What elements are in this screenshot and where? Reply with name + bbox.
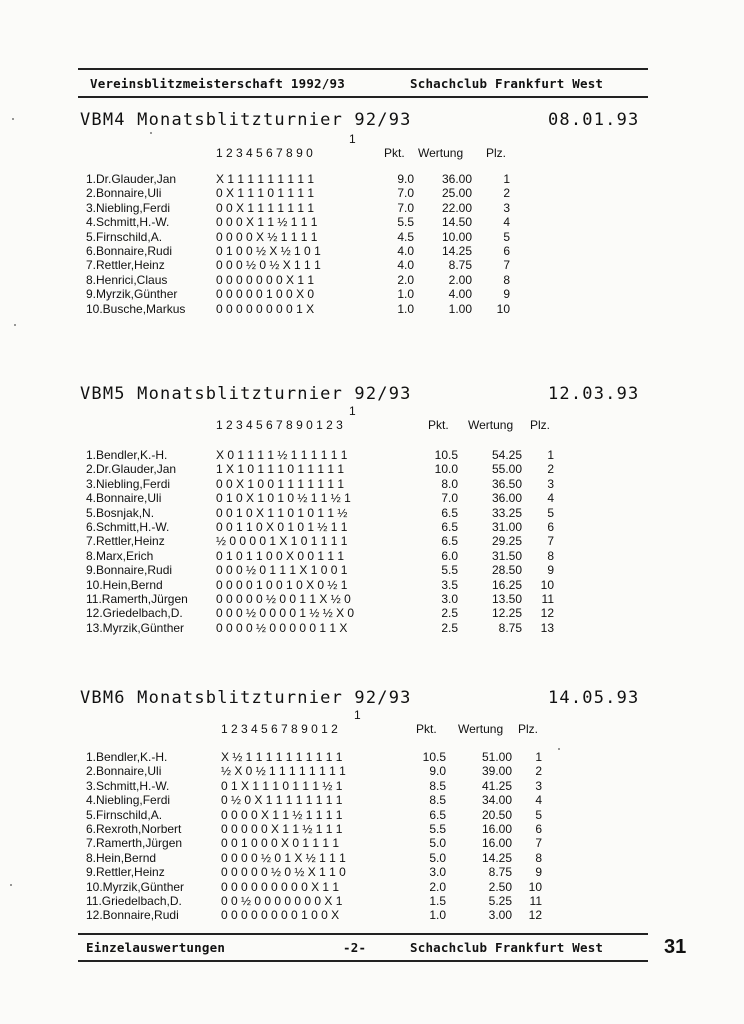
header-pkt: Pkt. [384, 146, 405, 160]
result-cells: 0 1 0 1 1 0 0 X 0 0 1 1 1 [216, 548, 345, 563]
result-cells: 0 1 0 X 1 0 1 0 ½ 1 1 ½ 1 [216, 491, 351, 506]
player-name: 5.Bosnjak,N. [86, 505, 155, 520]
points-value: 3.0 [441, 592, 458, 606]
header-plz: Plz. [518, 722, 539, 736]
wertung-value: 14.25 [441, 244, 472, 258]
placement-value: 4 [547, 491, 554, 506]
points-value: 5.0 [429, 836, 446, 851]
placement-value: 11 [541, 592, 554, 606]
player-name: 3.Schmitt,H.-W. [86, 778, 170, 793]
points-value: 7.0 [397, 200, 414, 215]
wertung-value: 3.00 [488, 908, 512, 923]
wertung-value: 39.00 [481, 764, 512, 779]
wertung-value: 20.50 [481, 807, 512, 822]
section-title: VBM5 Monatsblitzturnier 92/93 [80, 384, 412, 404]
result-cells: 0 0 1 1 0 X 0 1 0 1 ½ 1 1 [216, 520, 348, 534]
player-name: 12.Griedelbach,D. [86, 606, 183, 621]
wertung-value: 16.00 [481, 822, 512, 836]
wertung-value: 34.00 [481, 793, 512, 808]
points-value: 10.0 [434, 462, 458, 477]
header-plz: Plz. [486, 146, 507, 160]
section-date: 08.01.93 [548, 110, 640, 130]
points-value: 5.0 [429, 850, 446, 865]
result-cells: 0 0 0 ½ 0 0 0 0 1 ½ ½ X 0 [216, 606, 355, 621]
points-value: 8.5 [429, 778, 446, 793]
scan-speck [12, 118, 14, 120]
player-name: 6.Schmitt,H.-W. [86, 520, 170, 534]
scan-speck [10, 884, 12, 886]
player-name: 8.Hein,Bernd [86, 850, 157, 865]
player-name: 1.Bendler,K.-H. [86, 750, 168, 764]
points-value: 3.0 [429, 865, 446, 880]
player-name: 10.Busche,Markus [86, 301, 186, 316]
points-value: 3.5 [441, 577, 458, 592]
points-value: 1.0 [429, 908, 446, 923]
wertung-value: 4.00 [448, 287, 472, 302]
player-name: 5.Firnschild,A. [86, 807, 163, 822]
points-value: 8.5 [429, 793, 446, 808]
header-wertung: Wertung [458, 722, 504, 736]
wertung-value: 5.25 [488, 894, 512, 908]
placement-value: 12 [540, 606, 554, 621]
wertung-value: 8.75 [498, 620, 522, 635]
placement-value: 6 [503, 244, 510, 258]
points-value: 6.0 [441, 548, 458, 563]
placement-value: 6 [547, 520, 554, 534]
result-cells: 0 0 0 0 ½ 0 0 0 0 0 1 1 X [216, 620, 348, 635]
section-title: VBM6 Monatsblitzturnier 92/93 [80, 688, 412, 708]
points-value: 4.0 [397, 244, 414, 258]
wertung-value: 1.00 [448, 301, 472, 316]
points-value: 9.0 [429, 764, 446, 779]
scan-speck [14, 324, 16, 326]
result-cells: 0 0 0 0 0 ½ 0 ½ X 1 1 0 [221, 865, 346, 880]
player-name: 7.Ramerth,Jürgen [86, 836, 183, 851]
player-name: 2.Dr.Glauder,Jan [86, 462, 177, 477]
placement-value: 4 [503, 215, 510, 230]
wertung-value: 41.25 [481, 778, 512, 793]
placement-value: 9 [535, 865, 542, 880]
points-value: 5.5 [429, 822, 446, 836]
placement-value: 6 [535, 822, 542, 836]
placement-value: 3 [547, 476, 554, 491]
points-value: 2.0 [397, 272, 414, 287]
points-value: 1.5 [429, 894, 446, 908]
wertung-value: 2.00 [448, 272, 472, 287]
placement-value: 4 [535, 793, 542, 808]
player-name: 10.Hein,Bernd [86, 577, 163, 592]
points-value: 7.0 [397, 186, 414, 201]
player-name: 7.Rettler,Heinz [86, 534, 165, 549]
player-name: 13.Myrzik,Günther [86, 620, 185, 635]
player-name: 9.Myrzik,Günther [86, 287, 178, 302]
wertung-value: 10.00 [441, 229, 472, 244]
wertung-value: 12.25 [491, 606, 522, 621]
placement-value: 5 [535, 807, 542, 822]
placement-value: 7 [547, 534, 554, 549]
points-value: 6.5 [429, 807, 446, 822]
result-cells: 0 0 0 0 0 1 0 0 X 0 [216, 287, 315, 302]
result-cells: ½ 0 0 0 0 1 X 1 0 1 1 1 1 [216, 534, 348, 549]
header-pkt: Pkt. [416, 722, 437, 736]
placement-value: 8 [535, 850, 542, 865]
player-name: 1.Dr.Glauder,Jan [86, 172, 177, 186]
result-cells: 0 0 0 0 X ½ 1 1 1 1 [216, 229, 318, 244]
result-cells: 0 0 0 X 1 1 ½ 1 1 1 [216, 215, 318, 230]
points-value: 9.0 [397, 172, 414, 186]
points-value: 4.5 [397, 229, 414, 244]
placement-value: 12 [528, 908, 542, 923]
result-cells: 0 0 ½ 0 0 0 0 0 0 0 X 1 [221, 894, 343, 908]
points-value: 6.5 [441, 505, 458, 520]
player-name: 2.Bonnaire,Uli [86, 764, 162, 779]
result-cells: 0 0 0 ½ 0 ½ X 1 1 1 [216, 258, 321, 273]
scan-speck [558, 748, 560, 750]
player-name: 11.Griedelbach,D. [86, 894, 182, 908]
page-number: 31 [664, 936, 687, 958]
placement-value: 11 [529, 894, 542, 908]
result-cells: 0 X 1 1 1 0 1 1 1 1 [216, 186, 315, 201]
placement-value: 2 [503, 186, 510, 201]
placement-value: 7 [535, 836, 542, 851]
placement-value: 1 [535, 750, 542, 764]
wertung-value: 55.00 [491, 462, 522, 477]
result-cells: 0 0 X 1 1 1 1 1 1 1 [216, 200, 315, 215]
player-name: 4.Schmitt,H.-W. [86, 215, 170, 230]
section-date: 12.03.93 [548, 384, 640, 404]
player-name: 3.Niebling,Ferdi [86, 200, 171, 215]
player-name: 6.Bonnaire,Rudi [86, 244, 173, 258]
result-cells: 0 0 0 0 1 0 0 1 0 X 0 ½ 1 [216, 577, 348, 592]
result-cells: 0 0 1 0 X 1 1 0 1 0 1 1 ½ [216, 505, 348, 520]
player-name: 1.Bendler,K.-H. [86, 448, 168, 462]
points-value: 8.0 [441, 476, 458, 491]
player-name: 8.Henrici,Claus [86, 272, 168, 287]
wertung-value: 14.25 [481, 850, 512, 865]
points-value: 4.0 [397, 258, 414, 273]
wertung-value: 22.00 [441, 200, 472, 215]
result-cells: X ½ 1 1 1 1 1 1 1 1 1 1 [221, 750, 343, 764]
wertung-value: 25.00 [441, 186, 472, 201]
placement-value: 2 [547, 462, 554, 477]
points-value: 10.5 [422, 750, 446, 764]
points-value: 6.5 [441, 534, 458, 549]
tens-marker: 1 [349, 404, 356, 418]
points-value: 2.5 [441, 620, 458, 635]
wertung-value: 36.00 [491, 491, 522, 506]
wertung-value: 29.25 [491, 534, 522, 549]
player-name: 6.Rexroth,Norbert [86, 822, 182, 836]
header-right: Schachclub Frankfurt West [410, 76, 604, 91]
wertung-value: 28.50 [491, 563, 522, 578]
section-date: 14.05.93 [548, 688, 640, 708]
player-name: 10.Myrzik,Günther [86, 879, 185, 894]
placement-value: 9 [503, 287, 510, 302]
player-name: 11.Ramerth,Jürgen [86, 592, 188, 606]
placement-value: 1 [547, 448, 554, 462]
placement-value: 1 [503, 172, 510, 186]
result-cells: X 1 1 1 1 1 1 1 1 1 [216, 172, 315, 186]
result-cells: X 0 1 1 1 1 ½ 1 1 1 1 1 1 [216, 448, 348, 462]
footer-rule-top [78, 933, 648, 935]
placement-value: 8 [503, 272, 510, 287]
result-cells: 0 0 1 0 0 0 X 0 1 1 1 1 [221, 836, 340, 851]
points-value: 7.0 [441, 491, 458, 506]
player-name: 7.Rettler,Heinz [86, 258, 165, 273]
player-name: 5.Firnschild,A. [86, 229, 163, 244]
player-name: 9.Bonnaire,Rudi [86, 563, 173, 578]
placement-value: 5 [503, 229, 510, 244]
result-cells: 0 0 0 0 ½ 0 1 X ½ 1 1 1 [221, 850, 346, 865]
header-pkt: Pkt. [428, 418, 449, 432]
result-cells: 0 1 X 1 1 1 0 1 1 1 ½ 1 [221, 778, 343, 793]
points-value: 2.0 [429, 879, 446, 894]
footer-right: Schachclub Frankfurt West [410, 940, 604, 955]
result-cells: 0 0 0 0 X 1 1 ½ 1 1 1 1 [221, 807, 343, 822]
points-value: 5.5 [397, 215, 414, 230]
wertung-value: 16.00 [481, 836, 512, 851]
column-numbers: 1 2 3 4 5 6 7 8 9 0 1 2 3 [216, 418, 343, 432]
result-cells: 0 0 0 ½ 0 1 1 1 X 1 0 0 1 [216, 563, 348, 578]
points-value: 1.0 [397, 301, 414, 316]
footer-center: -2- [343, 940, 367, 955]
header-rule-bottom [78, 96, 648, 98]
result-cells: 1 X 1 0 1 1 1 0 1 1 1 1 1 [216, 462, 345, 477]
points-value: 5.5 [441, 563, 458, 578]
result-cells: 0 0 0 0 0 0 0 0 0 X 1 1 [221, 879, 340, 894]
placement-value: 8 [547, 548, 554, 563]
column-numbers: 1 2 3 4 5 6 7 8 9 0 1 2 [221, 722, 338, 736]
placement-value: 2 [535, 764, 542, 779]
result-cells: 0 0 0 0 0 ½ 0 0 1 1 X ½ 0 [216, 592, 351, 606]
placement-value: 7 [503, 258, 510, 273]
player-name: 2.Bonnaire,Uli [86, 186, 162, 201]
header-wertung: Wertung [418, 146, 464, 160]
wertung-value: 14.50 [441, 215, 472, 230]
wertung-value: 51.00 [481, 750, 512, 764]
wertung-value: 8.75 [448, 258, 472, 273]
result-cells: 0 0 0 0 0 0 0 0 1 0 0 X [221, 908, 340, 923]
header-left: Vereinsblitzmeisterschaft 1992/93 [90, 76, 345, 91]
points-value: 2.5 [441, 606, 458, 621]
result-cells: 0 1 0 0 ½ X ½ 1 0 1 [216, 244, 321, 258]
player-name: 3.Niebling,Ferdi [86, 476, 171, 491]
wertung-value: 33.25 [491, 505, 522, 520]
placement-value: 13 [540, 620, 554, 635]
wertung-value: 2.50 [488, 879, 512, 894]
result-cells: ½ X 0 ½ 1 1 1 1 1 1 1 1 [221, 764, 346, 779]
placement-value: 10 [496, 301, 510, 316]
section-title: VBM4 Monatsblitzturnier 92/93 [80, 110, 412, 130]
wertung-value: 31.00 [491, 520, 522, 534]
footer-rule-bottom [78, 960, 648, 962]
wertung-value: 36.50 [491, 476, 522, 491]
player-name: 9.Rettler,Heinz [86, 865, 165, 880]
placement-value: 10 [540, 577, 554, 592]
tens-marker: 1 [354, 708, 361, 722]
placement-value: 5 [547, 505, 554, 520]
header-wertung: Wertung [468, 418, 514, 432]
player-name: 4.Niebling,Ferdi [86, 793, 171, 808]
placement-value: 9 [547, 563, 554, 578]
wertung-value: 13.50 [491, 592, 522, 606]
header-plz: Plz. [530, 418, 551, 432]
wertung-value: 31.50 [491, 548, 522, 563]
tens-marker: 1 [349, 132, 356, 146]
result-cells: 0 0 0 0 0 0 0 0 1 X [216, 301, 315, 316]
player-name: 4.Bonnaire,Uli [86, 491, 162, 506]
player-name: 12.Bonnaire,Rudi [86, 908, 179, 923]
placement-value: 3 [503, 200, 510, 215]
placement-value: 10 [528, 879, 542, 894]
result-cells: 0 ½ 0 X 1 1 1 1 1 1 1 1 [221, 793, 343, 808]
result-cells: 0 0 X 1 0 0 1 1 1 1 1 1 1 [216, 476, 345, 491]
points-value: 6.5 [441, 520, 458, 534]
player-name: 8.Marx,Erich [86, 548, 154, 563]
footer-left: Einzelauswertungen [86, 940, 226, 955]
points-value: 10.5 [434, 448, 458, 462]
wertung-value: 16.25 [491, 577, 522, 592]
scan-speck [150, 132, 152, 134]
header-rule-top [78, 68, 648, 70]
wertung-value: 8.75 [488, 865, 512, 880]
column-numbers: 1 2 3 4 5 6 7 8 9 0 [216, 146, 313, 160]
wertung-value: 54.25 [491, 448, 522, 462]
placement-value: 3 [535, 778, 542, 793]
wertung-value: 36.00 [441, 172, 472, 186]
points-value: 1.0 [397, 287, 414, 302]
result-cells: 0 0 0 0 0 0 0 X 1 1 [216, 272, 315, 287]
result-cells: 0 0 0 0 0 X 1 1 ½ 1 1 1 [221, 822, 343, 836]
